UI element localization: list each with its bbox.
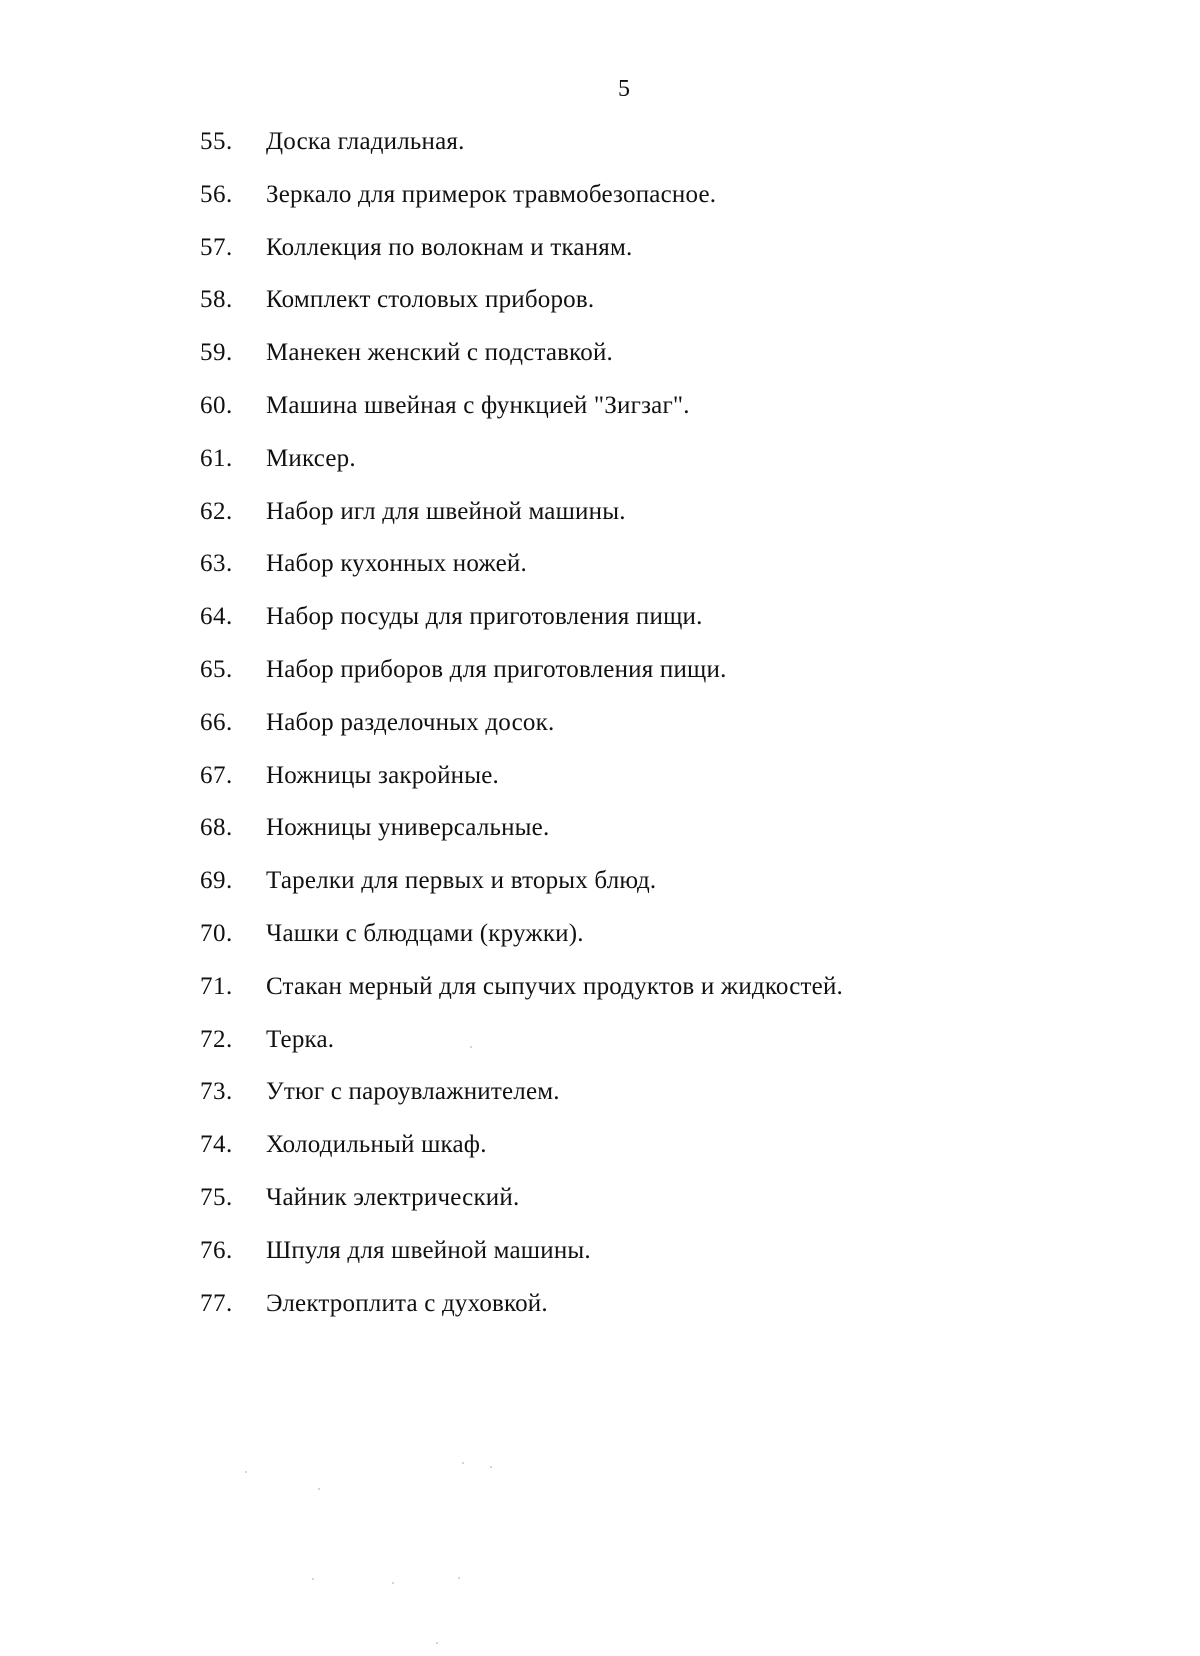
item-text: Электроплита с духовкой.	[266, 1289, 548, 1317]
list-item	[200, 1289, 843, 1342]
list-item	[200, 1077, 843, 1130]
list-item	[200, 391, 843, 444]
list-item	[200, 233, 843, 286]
scan-speck	[462, 1462, 464, 1464]
item-number: 61.	[200, 444, 233, 472]
scan-speck	[458, 1577, 460, 1579]
item-text: Комплект столовых приборов.	[266, 286, 595, 314]
item-number: 57.	[200, 233, 233, 261]
item-number: 58.	[200, 286, 233, 314]
item-text: Миксер.	[266, 444, 356, 472]
item-text: Терка.	[266, 1025, 335, 1053]
item-text: Тарелки для первых и вторых блюд.	[266, 867, 657, 895]
item-text: Чайник электрический.	[266, 1183, 520, 1211]
list-item	[200, 655, 843, 708]
item-number: 72.	[200, 1025, 233, 1053]
scan-speck	[490, 1466, 492, 1468]
item-text: Ножницы закройные.	[266, 761, 500, 789]
item-number: 59.	[200, 339, 233, 367]
list-item	[200, 549, 843, 602]
item-text: Машина швейная с функцией "Зигзаг".	[266, 391, 690, 419]
item-number: 74.	[200, 1131, 233, 1159]
item-number: 64.	[200, 603, 233, 631]
item-number: 71.	[200, 972, 233, 1000]
scan-speck	[318, 1488, 320, 1490]
list-item	[200, 1236, 843, 1289]
list-item	[200, 761, 843, 814]
list-item	[200, 127, 843, 180]
list-item	[200, 866, 843, 919]
item-text: Чашки с блюдцами (кружки).	[266, 919, 584, 947]
item-number: 55.	[200, 128, 233, 155]
item-number: 63.	[200, 550, 233, 578]
item-text: Набор приборов для приготовления пищи.	[266, 655, 727, 683]
item-number: 66.	[200, 708, 233, 736]
item-number: 77.	[200, 1289, 233, 1317]
item-text: Манекен женский с подставкой.	[266, 339, 613, 367]
item-number: 56.	[200, 180, 233, 208]
list-item	[200, 285, 843, 338]
scan-speck	[245, 1471, 247, 1473]
item-text: Шпуля для швейной машины.	[266, 1236, 591, 1264]
item-number: 62.	[200, 497, 233, 525]
list-item	[200, 1025, 843, 1078]
item-number: 65.	[200, 655, 233, 683]
item-text: Набор игл для швейной машины.	[266, 497, 626, 525]
item-number: 76.	[200, 1236, 233, 1264]
scan-speck	[470, 1046, 472, 1048]
list-item	[200, 972, 843, 1025]
item-text: Холодильный шкаф.	[266, 1131, 487, 1159]
item-text: Утюг с пароувлажнителем.	[266, 1078, 560, 1106]
item-text: Набор посуды для приготовления пищи.	[266, 603, 703, 631]
list-item	[200, 708, 843, 761]
item-text: Ножницы универсальные.	[266, 814, 550, 842]
equipment-list	[200, 127, 843, 1341]
item-number: 70.	[200, 919, 233, 947]
page-number: 5	[618, 76, 630, 102]
item-text: Коллекция по волокнам и тканям.	[266, 233, 633, 261]
list-item	[200, 338, 843, 391]
list-item	[200, 1183, 843, 1236]
list-item	[200, 444, 843, 497]
scan-speck	[436, 1642, 438, 1644]
item-text: Набор кухонных ножей.	[266, 550, 527, 578]
scan-speck	[392, 1582, 394, 1584]
list-item	[200, 813, 843, 866]
list-item	[200, 497, 843, 550]
item-text: Набор разделочных досок.	[266, 708, 555, 736]
item-number: 60.	[200, 391, 233, 419]
list-item	[200, 1130, 843, 1183]
item-number: 73.	[200, 1078, 233, 1106]
list-item	[200, 919, 843, 972]
item-text: Зеркало для примерок травмобезопасное.	[266, 180, 717, 208]
item-number: 68.	[200, 814, 233, 842]
item-number: 69.	[200, 867, 233, 895]
item-text: Доска гладильная.	[266, 128, 465, 155]
item-number: 67.	[200, 761, 233, 789]
list-item	[200, 602, 843, 655]
scan-speck	[312, 1578, 314, 1580]
list-item	[200, 180, 843, 233]
item-number: 75.	[200, 1183, 233, 1211]
item-text: Стакан мерный для сыпучих продуктов и жидкостей.	[266, 972, 843, 1000]
